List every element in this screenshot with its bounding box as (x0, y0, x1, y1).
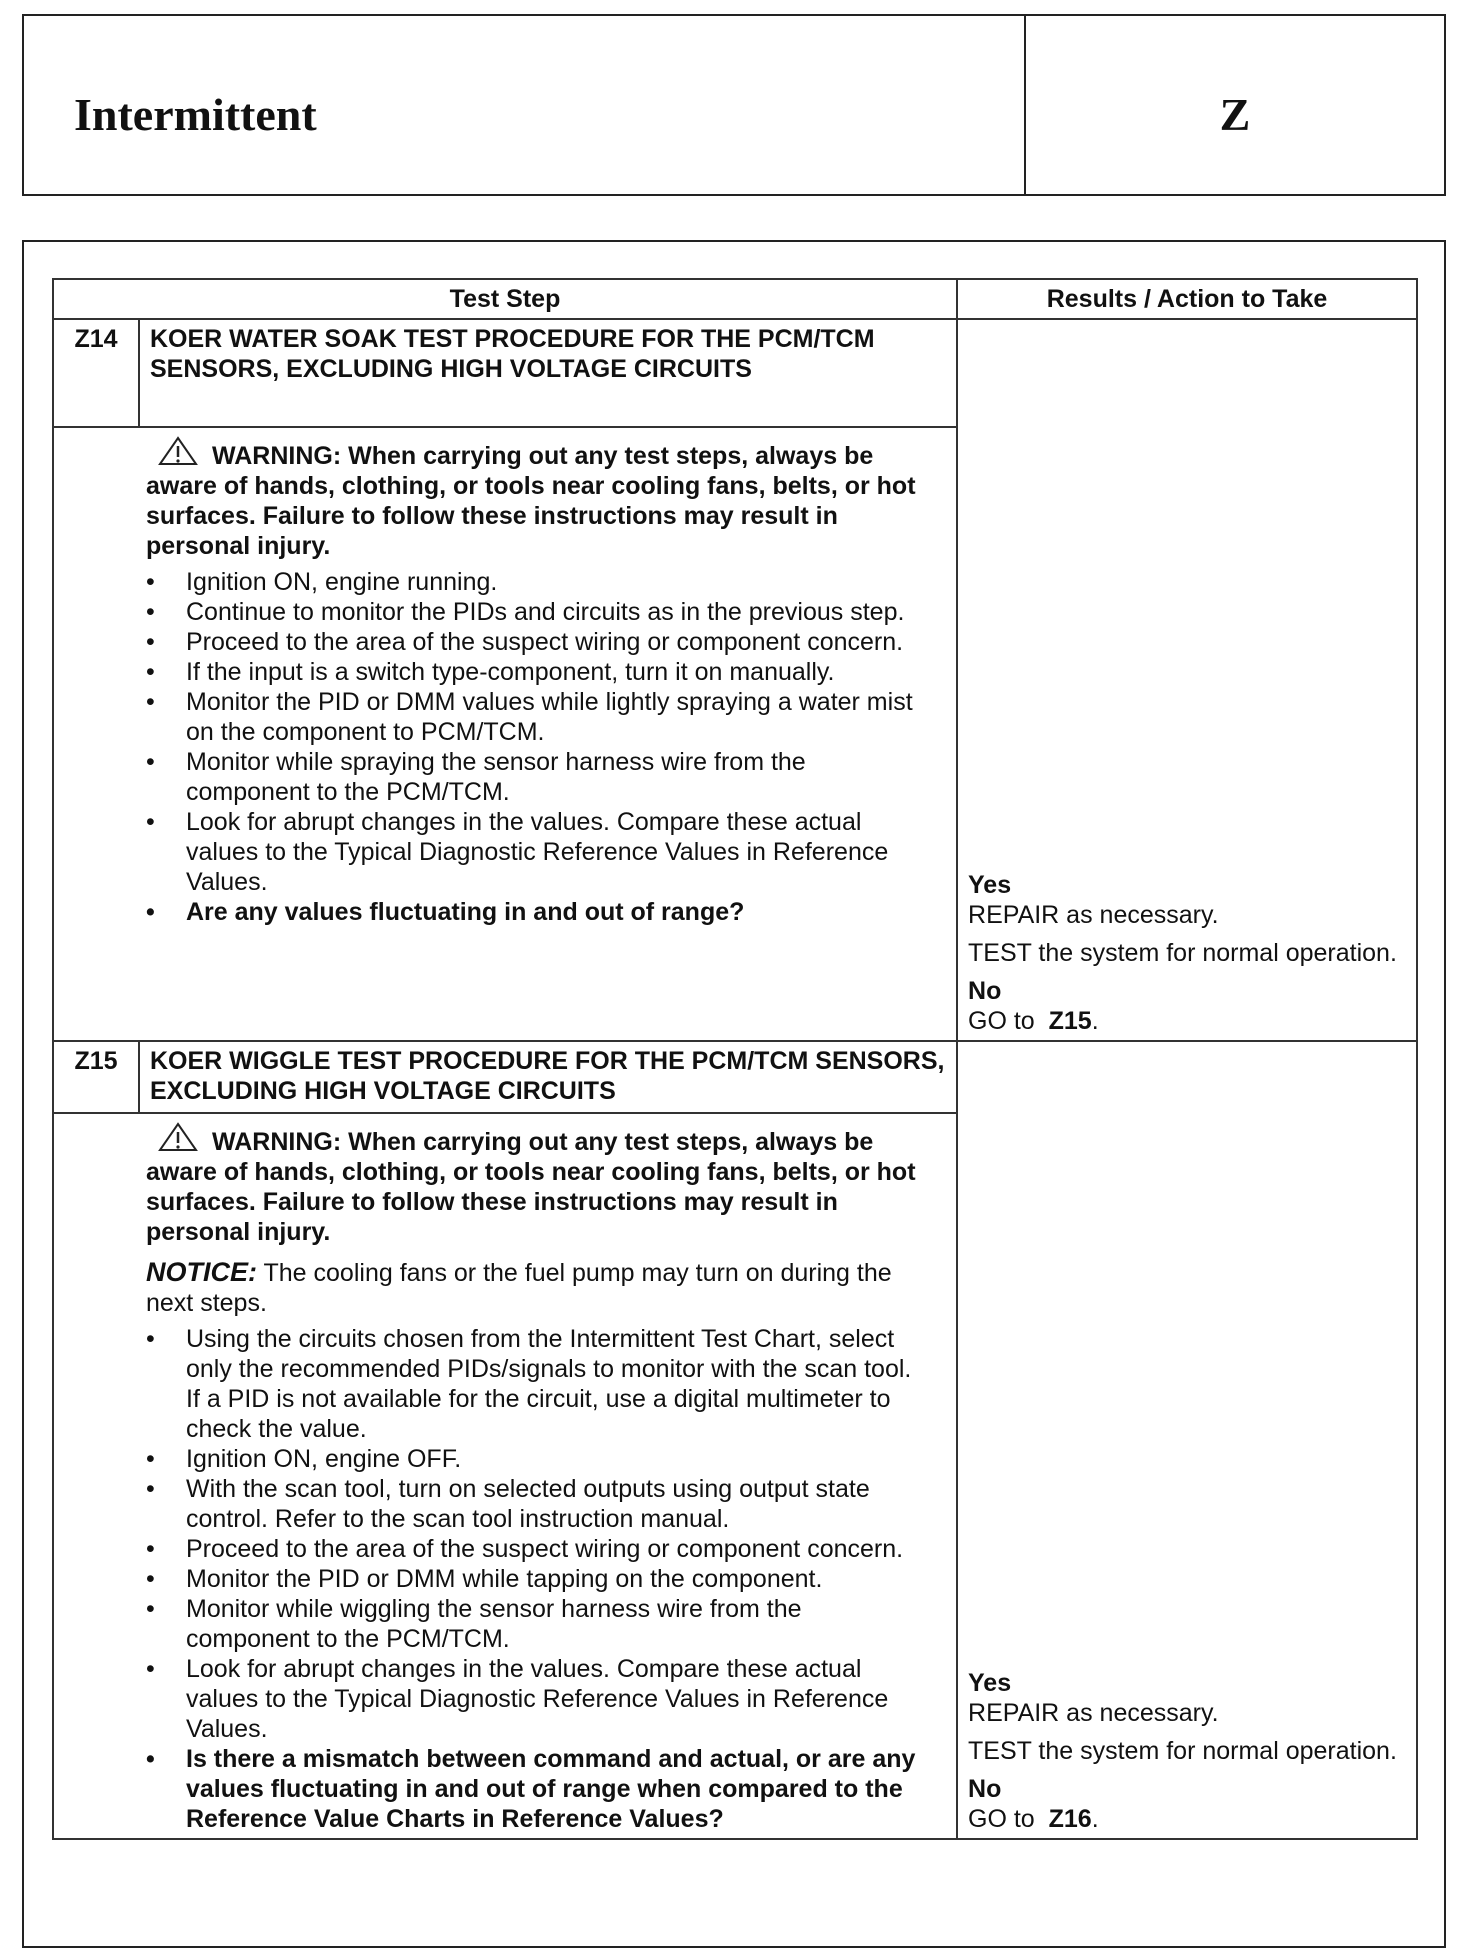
yes-action: REPAIR as necessary. (968, 1699, 1219, 1727)
no-action: GO to Z16. (968, 1805, 1099, 1833)
step-id: Z15 (53, 1041, 139, 1113)
no-target-step[interactable]: Z15 (1048, 1007, 1092, 1035)
section-code: Z (1219, 89, 1251, 140)
list-item: • Ignition ON, engine OFF. (146, 1444, 932, 1474)
page-header (22, 14, 1446, 196)
list-item: • Monitor while wiggling the sensor harness wire from the component to the PCM/TCM. (146, 1594, 932, 1654)
results-block (968, 1668, 1406, 1834)
warning-text: WARNING: When carrying out any test steps, always be aware of hands, clothing, or tools near cooling fans, belts, or hot surfaces. Failure to follow these instructions may result in personal injury. (146, 442, 916, 560)
instruction-list (146, 1324, 932, 1834)
procedure-frame (22, 240, 1446, 1948)
step-body (53, 427, 957, 1041)
notice-text: The cooling fans or the fuel pump may turn on during the next steps. (146, 1259, 892, 1317)
list-item: • Using the circuits chosen from the Intermittent Test Chart, select only the recommended PIDs/signals to monitor with the scan tool. If a PID is not available for the circuit, use a digital multimeter to check the value. (146, 1324, 932, 1444)
step-question: • Are any values fluctuating in and out of range? (146, 897, 932, 927)
warning-block (146, 436, 932, 561)
step-results (957, 319, 1417, 1041)
yes-test: TEST the system for normal operation. (968, 939, 1397, 967)
yes-action: REPAIR as necessary. (968, 901, 1219, 929)
notice-block (146, 1257, 932, 1318)
results-block (968, 870, 1406, 1036)
notice-label: NOTICE: (146, 1257, 257, 1287)
yes-label: Yes (968, 1669, 1012, 1697)
no-target-step[interactable]: Z16 (1048, 1805, 1092, 1833)
list-item: • Proceed to the area of the suspect wiring or component concern. (146, 627, 932, 657)
list-item: • Continue to monitor the PIDs and circuits as in the previous step. (146, 597, 932, 627)
col-header-results: Results / Action to Take (957, 279, 1417, 319)
step-question: • Is there a mismatch between command and actual, or are any values fluctuating in and out of range when compared to the Reference Value Charts in Reference Values? (146, 1744, 932, 1834)
col-header-test-step: Test Step (53, 279, 957, 319)
list-item: • Monitor while spraying the sensor harness wire from the component to the PCM/TCM. (146, 747, 932, 807)
warning-triangle-icon (158, 1122, 198, 1152)
yes-test: TEST the system for normal operation. (968, 1737, 1397, 1765)
step-title: KOER WIGGLE TEST PROCEDURE FOR THE PCM/TCM SENSORS, EXCLUDING HIGH VOLTAGE CIRCUITS (139, 1041, 957, 1113)
no-label: No (968, 1775, 1002, 1803)
step-title-row (53, 319, 1417, 427)
step-title: KOER WATER SOAK TEST PROCEDURE FOR THE PCM/TCM SENSORS, EXCLUDING HIGH VOLTAGE CIRCUITS (139, 319, 957, 427)
list-item: • If the input is a switch type-component, turn it on manually. (146, 657, 932, 687)
section-title: Intermittent (74, 89, 317, 140)
warning-text: WARNING: When carrying out any test steps, always be aware of hands, clothing, or tools near cooling fans, belts, or hot surfaces. Failure to follow these instructions may result in personal injury. (146, 1128, 916, 1246)
list-item: • Proceed to the area of the suspect wiring or component concern. (146, 1534, 932, 1564)
step-id: Z14 (53, 319, 139, 427)
list-item: • Monitor the PID or DMM values while lightly spraying a water mist on the component to PCM/TCM. (146, 687, 932, 747)
step-title-row (53, 1041, 1417, 1113)
step-results (957, 1041, 1417, 1839)
no-go-text: GO to (968, 1007, 1035, 1035)
instruction-list (146, 567, 932, 927)
list-item: • Look for abrupt changes in the values. Compare these actual values to the Typical Diagnostic Reference Values in Reference Values. (146, 807, 932, 897)
no-go-text: GO to (968, 1805, 1035, 1833)
table-header-row (53, 279, 1417, 319)
list-item: • Ignition ON, engine running. (146, 567, 932, 597)
step-body (53, 1113, 957, 1839)
warning-triangle-icon (158, 436, 198, 466)
no-label: No (968, 977, 1002, 1005)
no-action: GO to Z15. (968, 1007, 1099, 1035)
test-step-table (52, 278, 1418, 1840)
yes-label: Yes (968, 871, 1012, 899)
list-item: • Look for abrupt changes in the values. Compare these actual values to the Typical Diagnostic Reference Values in Reference Values. (146, 1654, 932, 1744)
list-item: • Monitor the PID or DMM while tapping on the component. (146, 1564, 932, 1594)
warning-block (146, 1122, 932, 1247)
list-item: • With the scan tool, turn on selected outputs using output state control. Refer to the scan tool instruction manual. (146, 1474, 932, 1534)
